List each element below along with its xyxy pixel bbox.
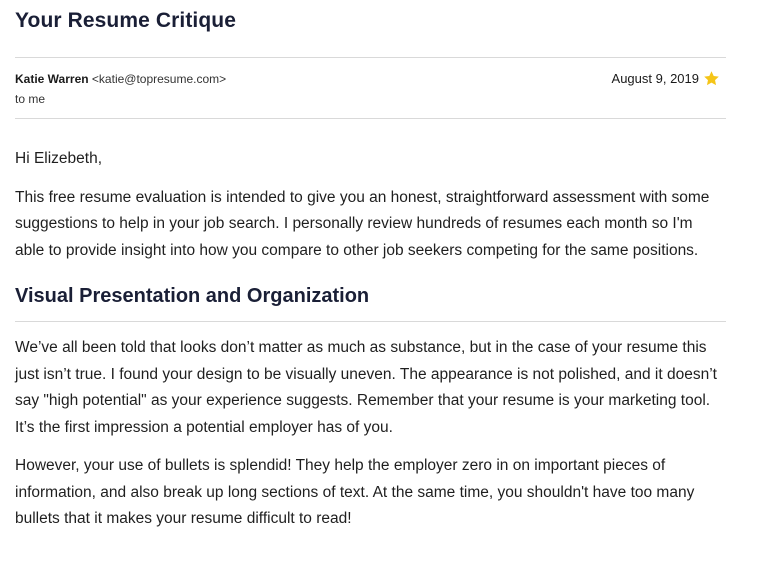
email-subject: Your Resume Critique (15, 9, 236, 32)
recipient-label[interactable]: to me (15, 92, 46, 106)
section-title: Visual Presentation and Organization (15, 285, 370, 307)
meta-divider (15, 118, 726, 119)
sender-email[interactable]: <katie@topresume.com> (91, 72, 227, 86)
sender-name[interactable]: Katie Warren (15, 72, 89, 86)
star-icon[interactable] (703, 70, 720, 87)
email-date: August 9, 2019 (611, 71, 699, 86)
paragraph-visual: We’ve all been told that looks don’t matter as much as substance, but in the case of your resume this just isn’t true. I found your design to be visually uneven. The appearance is not polished, and it doesn’t say "high potential" as your experience suggests. Remember that your resume is your marketing tool. It’s the first impression a potential employer has of you. (15, 339, 717, 436)
sender-line (15, 72, 226, 87)
date-area (612, 70, 720, 87)
section-divider (15, 321, 726, 322)
email-view (15, 0, 726, 533)
paragraph-bullets: However, your use of bullets is splendid! They help the employer zero in on important pieces of information, and also break up long sections of text. At the same time, you shouldn't have too many bullets that it makes your resume difficult to read! (15, 457, 695, 527)
intro-paragraph: This free resume evaluation is intended to give you an honest, straightforward assessment with some suggestions to help in your job search. I personally review hundreds of resumes each month so I'm able to provide insight into how you compare to other job seekers competing for the same positions. (15, 188, 710, 259)
greeting: Hi Elizebeth, (15, 150, 103, 167)
email-meta (15, 58, 726, 118)
